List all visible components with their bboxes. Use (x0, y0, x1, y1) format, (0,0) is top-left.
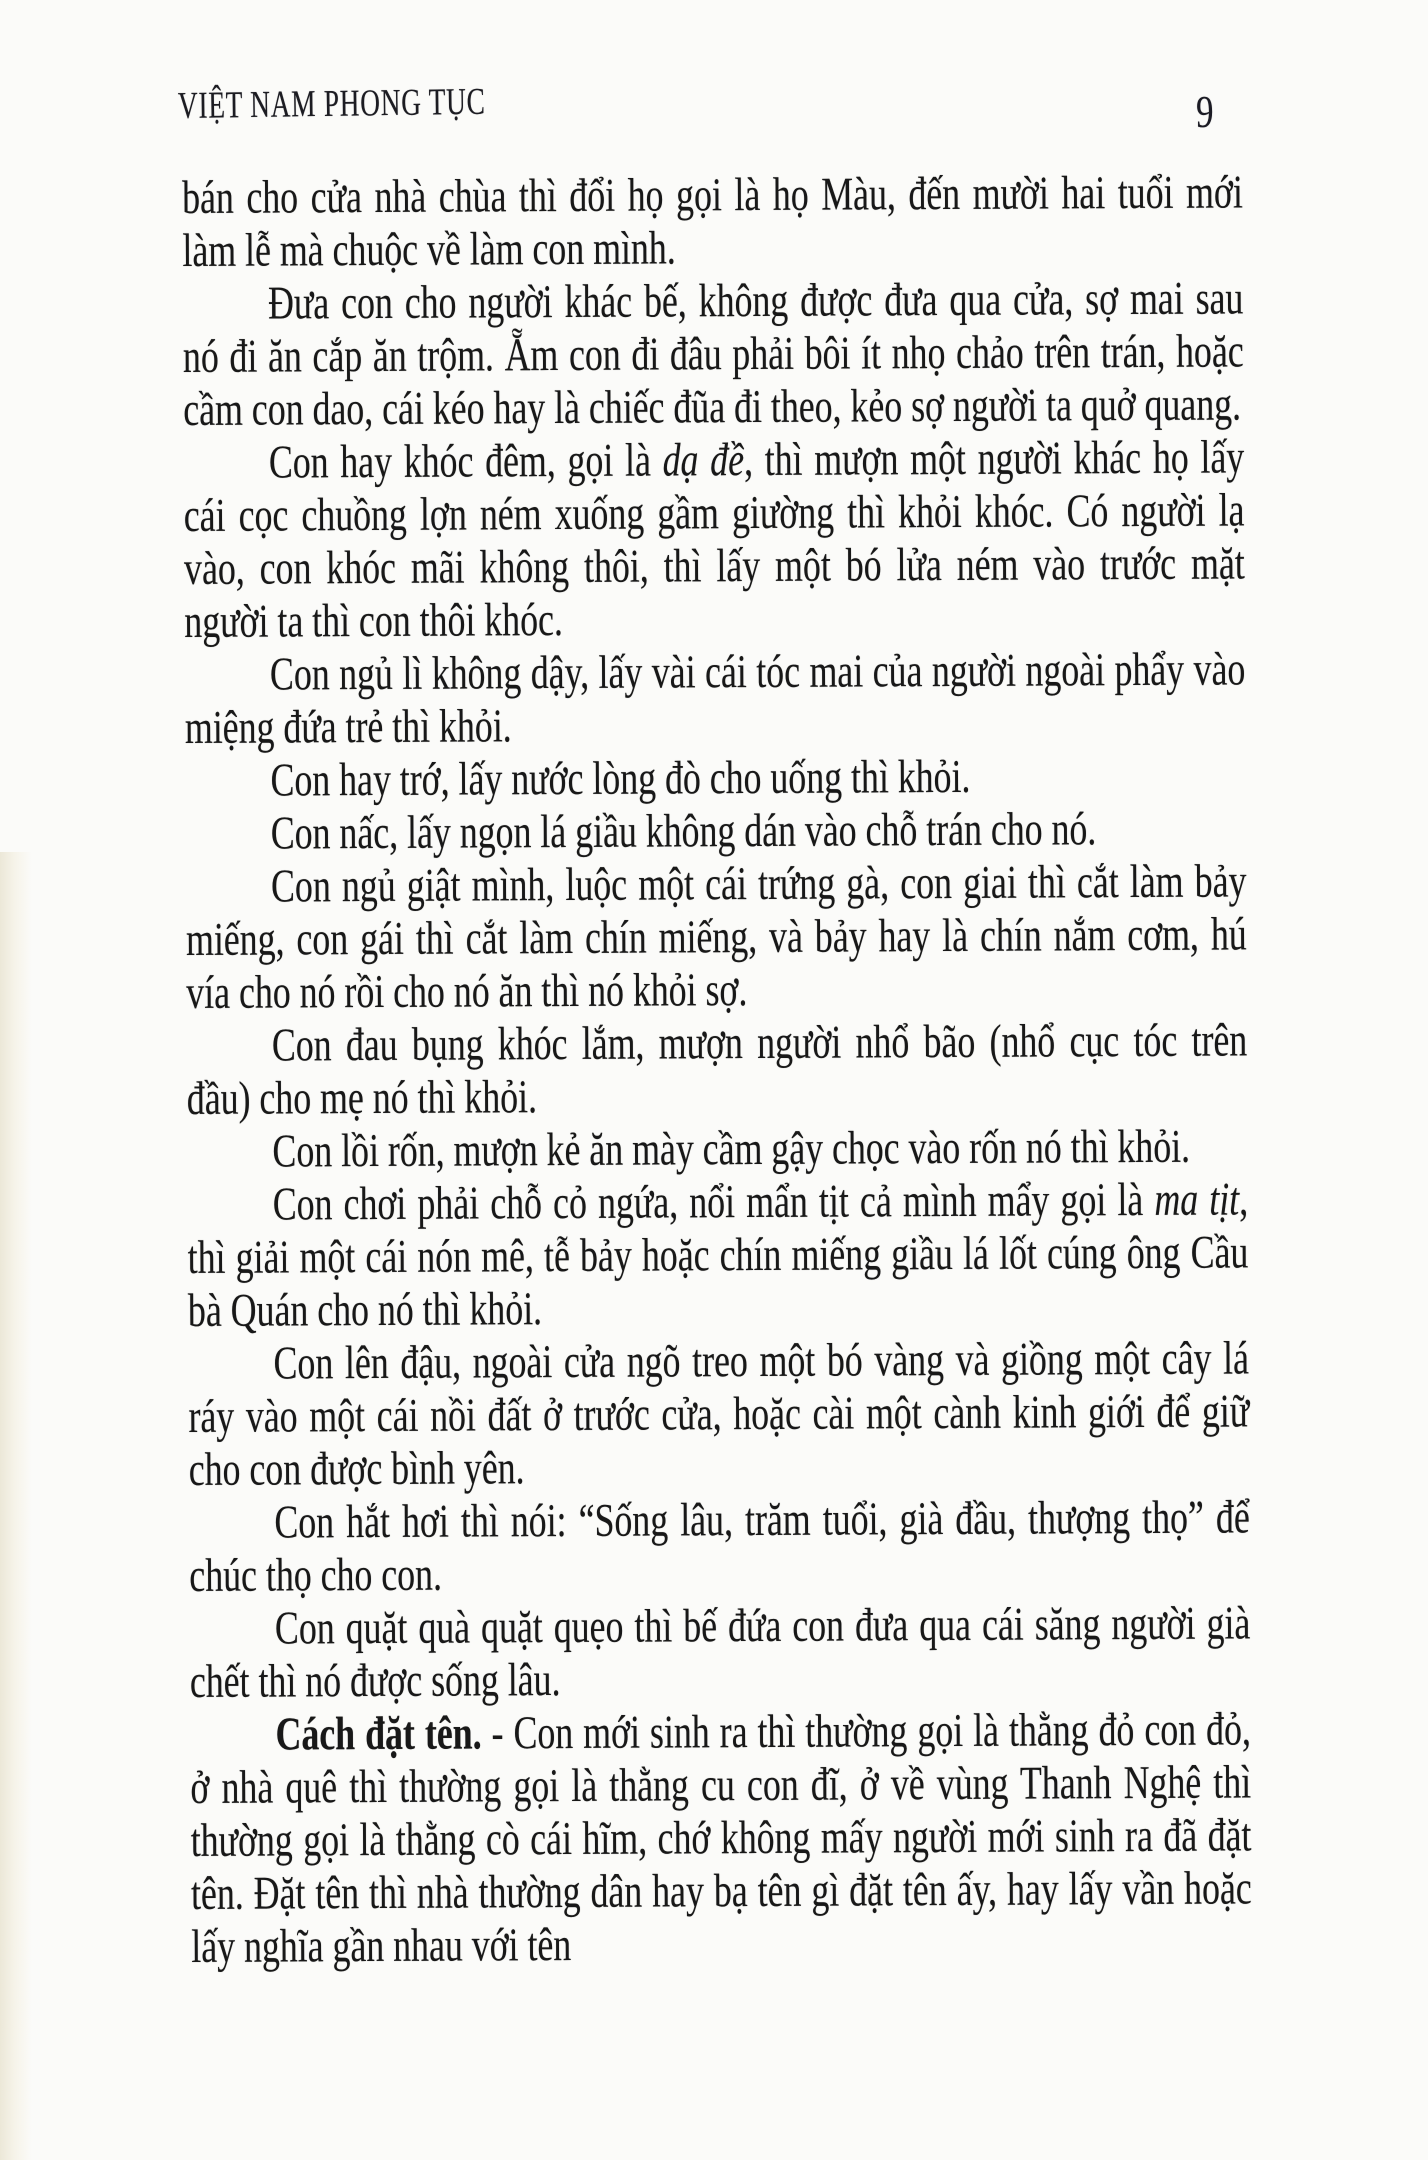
text-run: Con chơi phải chỗ cỏ ngứa, nổi mẩn tịt cả mình mẩy gọi là (272, 1173, 1155, 1231)
text-run: Con lên đậu, ngoài cửa ngõ treo một bó vàng và giồng một cây lá ráy vào một cái nồi đất ở trước cửa, hoặc cài một cành kinh giới để giữ cho con được bình yên. (188, 1332, 1250, 1496)
italic-term: dạ đề (662, 434, 745, 487)
text-run: Con lồi rốn, mượn kẻ ăn mày cầm gậy chọc vào rốn nó thì khỏi. (272, 1120, 1191, 1178)
text-run: Đưa con cho người khác bế, không được đưa qua cửa, sợ mai sau nó đi ăn cắp ăn trộm. Ẵm con đi đâu phải bôi ít nhọ chảo trên trán, hoặc cầm con dao, cái kéo hay là chiếc đũa đi theo, kẻo sợ người ta quở quang. (182, 272, 1244, 436)
scanned-page-edge (0, 852, 32, 2160)
paragraph (185, 749, 1246, 808)
text-run: Con hay khóc đêm, gọi là (268, 434, 663, 489)
text-run: Con ngủ giật mình, luộc một cái trứng gà, con giai thì cắt làm bảy miếng, con gái thì cắt làm chín miếng, và bảy hay là chín nắm cơm, hú vía cho nó rồi cho nó ăn thì nó khỏi sợ. (185, 855, 1247, 1019)
paragraph (183, 431, 1245, 649)
paragraph (190, 1703, 1252, 1974)
italic-term: ma tịt (1154, 1173, 1240, 1226)
text-run: , thì mượn một người khác họ lấy cái cọc chuồng lợn ném xuống gầm giường thì khỏi khóc. Có người lạ vào, con khóc mãi không thôi, thì lấy một bó lửa ném vào trước mặt người ta thì con thôi khóc. (183, 431, 1245, 648)
paragraph (189, 1597, 1250, 1709)
paragraph (186, 1014, 1247, 1126)
text-run: Con ngủ lì không dậy, lấy vài cái tóc mai của người ngoài phẩy vào miệng đứa trẻ thì khỏi. (184, 643, 1246, 754)
text-run: Con đau bụng khóc lắm, mượn người nhổ bão (nhổ cục tóc trên đầu) cho mẹ nó thì khỏi. (186, 1014, 1248, 1125)
text-run: bán cho cửa nhà chùa thì đổi họ gọi là họ Màu, đến mười hai tuổi mới làm lễ mà chuộc về làm con mình. (182, 166, 1243, 277)
paragraph (183, 272, 1245, 437)
page-number: 9 (1196, 87, 1214, 137)
paragraph (188, 1332, 1250, 1497)
paragraph (185, 802, 1246, 861)
text-run: Con quặt quà quặt quẹo thì bế đứa con đưa qua cái săng người già chết thì nó được sống lâu. (189, 1597, 1251, 1708)
text-run: Con nấc, lấy ngọn lá giầu không dán vào chỗ trán cho nó. (270, 803, 1097, 860)
paragraph (182, 166, 1243, 278)
text-run: - Con mới sinh ra thì thường gọi là thằng đỏ con đỏ, ở nhà quê thì thường gọi là thằng cu con đĩ, ở về vùng Thanh Nghệ thì thường gọi là thằng cò cái hĩm, chớ không mấy người mới sinh ra đã đặt tên. Đặt tên thì nhà thường dân hay bạ tên gì đặt tên ấy, hay lấy vần hoặc lấy nghĩa gần nhau với tên (190, 1703, 1252, 1973)
text-run: Con hay trớ, lấy nước lòng đò cho uống thì khỏi. (270, 750, 971, 807)
paragraph (186, 855, 1248, 1020)
paragraph (189, 1491, 1250, 1603)
paragraph (187, 1173, 1249, 1338)
run-in-heading: Cách đặt tên. (275, 1707, 482, 1761)
paragraph (187, 1120, 1248, 1179)
page-body (182, 166, 1252, 1974)
running-header-title: VIỆT NAM PHONG TỤC (177, 80, 486, 127)
paragraph (184, 643, 1245, 755)
text-run: Con hắt hơi thì nói: “Sống lâu, trăm tuổi, già đầu, thượng thọ” để chúc thọ cho con. (189, 1491, 1250, 1602)
text-run: , thì giải một cái nón mê, tễ bảy hoặc chín miếng giầu lá lốt cúng ông Cầu bà Quán cho nó thì khỏi. (187, 1173, 1249, 1337)
